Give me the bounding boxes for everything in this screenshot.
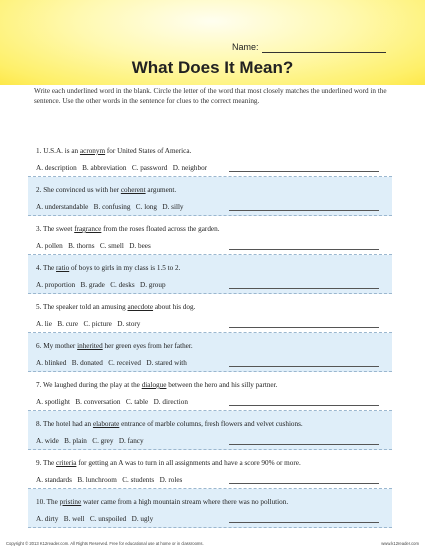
- question-row: [28, 294, 392, 333]
- question-row: [28, 216, 392, 255]
- answer-blank-line[interactable]: [229, 483, 379, 484]
- sentence-text-after: for United States of America.: [105, 147, 192, 155]
- question-row: [28, 255, 392, 294]
- footer-site: www.k12reader.com: [381, 541, 419, 546]
- answer-blank-line[interactable]: [229, 405, 379, 406]
- answer-blank-line[interactable]: [229, 444, 379, 445]
- sentence-text-before: 3. The sweet: [36, 225, 75, 233]
- sentence-text-after: between the hero and his silly partner.: [166, 381, 278, 389]
- sentence-text-after: from the roses floated across the garden.: [101, 225, 220, 233]
- sentence-text-after: of boys to girls in my class is 1.5 to 2.: [69, 264, 181, 272]
- answer-blank-line[interactable]: [229, 522, 379, 523]
- question-row: [28, 177, 392, 216]
- question-sentence: [36, 420, 303, 428]
- sentence-text-before: 1. U.S.A. is an: [36, 147, 80, 155]
- question-sentence: [36, 147, 191, 155]
- answer-options[interactable]: A. proportion B. grade C. desks D. group: [36, 281, 166, 289]
- question-sentence: [36, 186, 176, 194]
- sentence-text-after: about his dog.: [153, 303, 196, 311]
- answer-blank-line[interactable]: [229, 171, 379, 172]
- sentence-text-after: water came from a high mountain stream where there was no pollution.: [81, 498, 289, 506]
- question-row: [28, 333, 392, 372]
- underlined-word: dialogue: [141, 381, 167, 389]
- answer-options[interactable]: A. standards B. lunchroom C. students D. roles: [36, 476, 183, 484]
- answer-blank-line[interactable]: [229, 366, 379, 367]
- name-field: [232, 42, 392, 54]
- question-sentence: [36, 225, 220, 233]
- question-row: [28, 372, 392, 411]
- underlined-word: ratio: [56, 264, 70, 272]
- sentence-text-before: 5. The speaker told an amusing: [36, 303, 128, 311]
- answer-blank-line[interactable]: [229, 327, 379, 328]
- question-sentence: [36, 381, 277, 389]
- question-row: [28, 411, 392, 450]
- answer-blank-line[interactable]: [229, 249, 379, 250]
- sentence-text-before: 9. The: [36, 459, 57, 467]
- answer-options[interactable]: A. pollen B. thorns C. smell D. bees: [36, 242, 151, 250]
- sentence-text-after: for getting an A was to turn in all assignments and have a score 90% or more.: [76, 459, 301, 467]
- sentence-text-before: 2. She convinced us with her: [36, 186, 121, 194]
- answer-options[interactable]: A. dirty B. well C. unspoiled D. ugly: [36, 515, 154, 523]
- sentence-text-after: argument.: [145, 186, 177, 194]
- name-label: Name:: [232, 42, 259, 52]
- underlined-word: coherent: [120, 186, 146, 194]
- question-row: [28, 450, 392, 489]
- answer-options[interactable]: A. blinked B. donated C. received D. stared with: [36, 359, 187, 367]
- underlined-word: anecdote: [127, 303, 154, 311]
- question-row: [28, 138, 392, 177]
- answer-options[interactable]: A. spotlight B. conversation C. table D. direction: [36, 398, 188, 406]
- underlined-word: elaborate: [92, 420, 120, 428]
- instructions: Write each underlined word in the blank. Circle the letter of the word that most closely matches the underlined word in the sentence. Use the other words in the sentence for clues to the correct meaning.: [34, 87, 387, 105]
- answer-options[interactable]: A. description B. abbreviation C. password D. neighbor: [36, 164, 208, 172]
- sentence-text-after: her green eyes from her father.: [102, 342, 193, 350]
- question-sentence: [36, 459, 301, 467]
- answer-options[interactable]: A. understandable B. confusing C. long D. silly: [36, 203, 184, 211]
- question-sentence: [36, 264, 180, 272]
- page-title: What Does It Mean?: [131, 58, 294, 77]
- sentence-text-before: 6. My mother: [36, 342, 78, 350]
- sentence-text-before: 4. The: [36, 264, 57, 272]
- footer-copyright: Copyright © 2013 K12reader.com. All Rights Reserved. Free for educational use at home or in classrooms.: [6, 541, 204, 546]
- question-sentence: [36, 303, 195, 311]
- underlined-word: acronym: [79, 147, 106, 155]
- underlined-word: pristine: [59, 498, 82, 506]
- underlined-word: criteria: [56, 459, 77, 467]
- answer-blank-line[interactable]: [229, 288, 379, 289]
- sentence-text-after: entrance of marble columns, fresh flowers and velvet cushions.: [119, 420, 303, 428]
- name-blank-line: [262, 52, 386, 53]
- sentence-text-before: 8. The hotel had an: [36, 420, 93, 428]
- question-sentence: [36, 342, 193, 350]
- row-divider: [28, 527, 392, 528]
- answer-blank-line[interactable]: [229, 210, 379, 211]
- sentence-text-before: 10. The: [36, 498, 60, 506]
- question-row: [28, 489, 392, 528]
- underlined-word: fragrance: [74, 225, 102, 233]
- answer-options[interactable]: A. wide B. plain C. grey D. fancy: [36, 437, 144, 445]
- question-sentence: [36, 498, 288, 506]
- underlined-word: inherited: [77, 342, 103, 350]
- answer-options[interactable]: A. lie B. cure C. picture D. story: [36, 320, 141, 328]
- sentence-text-before: 7. We laughed during the play at the: [36, 381, 142, 389]
